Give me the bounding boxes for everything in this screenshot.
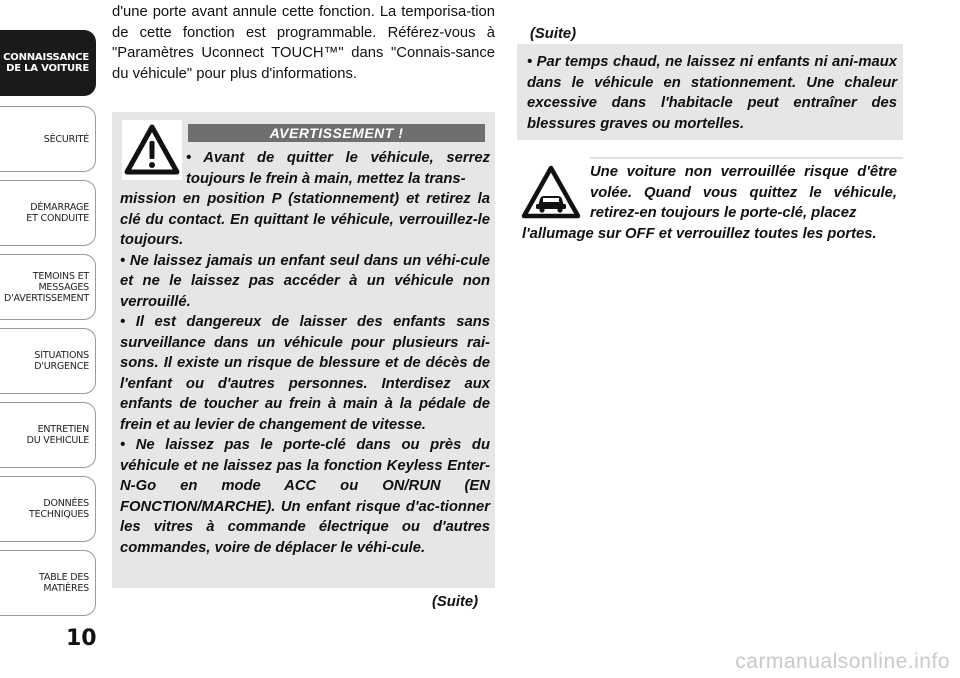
tab-donnees[interactable]: DONNÉES TECHNIQUES [0, 476, 96, 542]
warning-paragraph: mission en position P (stationnement) et retirez la clé du contact. En quittant le véhicule, verrouillez-le toujours. [120, 191, 490, 248]
continued-label: (Suite) [432, 594, 479, 610]
warning-body [120, 189, 490, 558]
continuation-label: (Suite) [530, 26, 577, 42]
divider [590, 157, 903, 159]
tab-table[interactable]: TABLE DES MATIÈRES [0, 550, 96, 616]
warning-header: AVERTISSEMENT ! [188, 124, 485, 142]
theft-note-text: Une voiture non verrouillée risque d'être volée. Quand vous quittez le véhicule, retirez-en toujours le porte-clé, placez [590, 164, 897, 221]
theft-note-last-line: l'allumage sur OFF et verrouillez toutes les portes. [522, 226, 877, 242]
watermark: carmanualsonline.info [735, 650, 950, 673]
tab-situations[interactable]: SITUATIONS D'URGENCE [0, 328, 96, 394]
tab-demarrage[interactable]: DÉMARRAGE ET CONDUITE [0, 180, 96, 246]
warning-paragraph: • Il est dangereux de laisser des enfants sans surveillance dans un véhicule pour plusieurs rai-sons. Il existe un risque de blessure et de décès de l'enfant ou d'autres personnes. Interdisez aux enfants de toucher au frein à main à la pédale de frein et au levier de changement de vitesse. [120, 314, 490, 433]
tab-securite[interactable]: SÉCURITÉ [0, 106, 96, 172]
warning-triangle-icon [122, 120, 182, 180]
tab-entretien[interactable]: ENTRETIEN DU VEHICULE [0, 402, 96, 468]
warning-paragraph: • Ne laissez jamais un enfant seul dans un véhi-cule et ne le laissez pas accéder à un véhicule non verrouillé. [120, 252, 490, 310]
tab-connaissance[interactable]: CONNAISSANCE DE LA VOITURE [0, 30, 96, 96]
page-number: 10 [66, 626, 97, 651]
intro-paragraph: d'une porte avant annule cette fonction. La temporisa-tion de cette fonction est programmable. Référez-vous à "Paramètres Uconnect TOUCH™" dans "Connais-sance du véhicule" pour plus d'informations. [112, 4, 495, 82]
warning-paragraph: • Ne laissez pas le porte-clé dans ou près du véhicule et ne laissez pas la fonction Keyless Enter-N-Go en mode ACC ou ON/RUN (EN FONCTION/MARCHE). Un enfant risque d'ac-tionner les vitres à commande électrique ou d'autres commandes, voire de déplacer le véhi-cule. [120, 437, 490, 556]
continuation-text: • Par temps chaud, ne laissez ni enfants ni ani-maux dans le véhicule en stationnement. Une chaleur excessive dans l'habitacle peut entraîner des blessures graves ou mortelles. [527, 54, 897, 132]
warning-first-lines: • Avant de quitter le véhicule, serrez toujours le frein à main, mettez la trans- [186, 150, 490, 187]
tab-temoins[interactable]: TEMOINS ET MESSAGES D'AVERTISSEMENT [0, 254, 96, 320]
car-warning-triangle-icon [520, 164, 582, 220]
